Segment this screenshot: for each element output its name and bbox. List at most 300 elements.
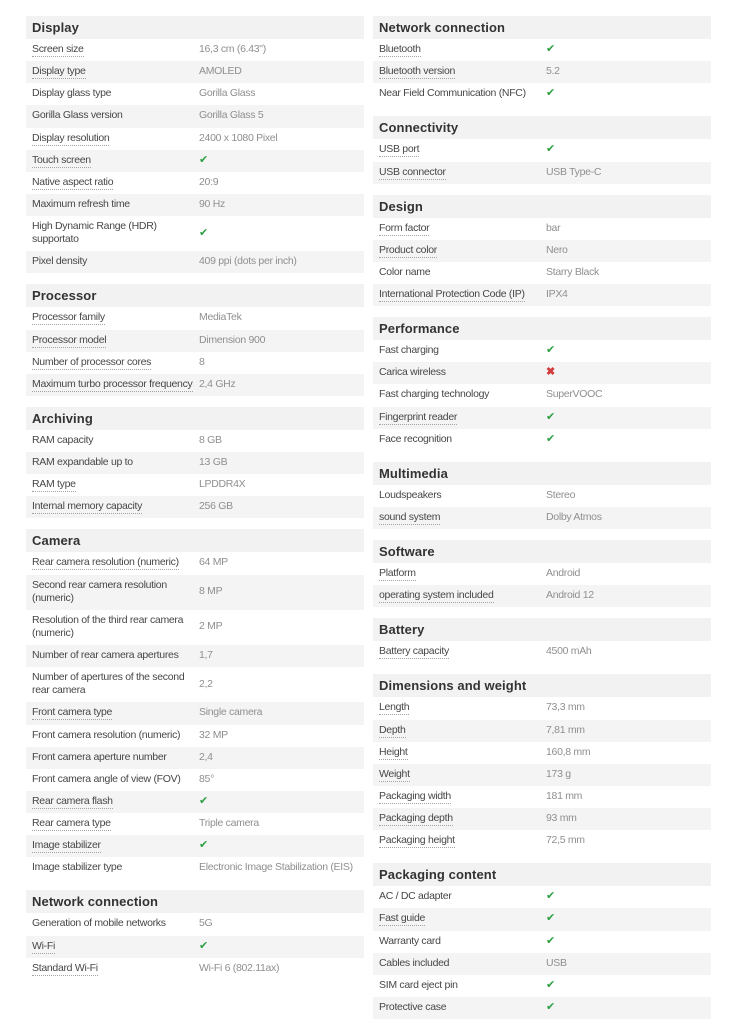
spec-row	[26, 61, 364, 83]
spec-row	[26, 452, 364, 474]
check-icon: ✔	[546, 432, 555, 445]
spec-label-cell	[26, 857, 199, 879]
spec-label-cell	[26, 913, 199, 935]
spec-value-cell	[199, 251, 364, 273]
spec-value-text: 64 MP	[199, 556, 228, 569]
section-title: Battery	[373, 618, 711, 641]
section-title: Packaging content	[373, 863, 711, 886]
check-icon: ✔	[546, 978, 555, 991]
spec-row	[26, 83, 364, 105]
spec-label-cell	[26, 216, 199, 251]
spec-label-tooltip[interactable]: Touch screen	[32, 153, 91, 166]
spec-section	[373, 195, 711, 307]
spec-row	[373, 563, 711, 585]
spec-value-cell	[546, 563, 711, 585]
spec-label-cell	[26, 172, 199, 194]
spec-value-cell	[546, 218, 711, 240]
spec-value-text: 181 mm	[546, 789, 583, 802]
spec-value-cell	[546, 39, 711, 61]
spec-label-cell	[373, 262, 546, 284]
spec-section	[373, 674, 711, 852]
spec-label-cell	[26, 251, 199, 273]
spec-row	[26, 835, 364, 857]
spec-label-tooltip[interactable]: USB connector	[379, 165, 446, 178]
spec-value-text: 2 MP	[199, 620, 223, 633]
spec-label-cell	[26, 39, 199, 61]
spec-value-text: 160,8 mm	[546, 745, 591, 758]
spec-label-tooltip[interactable]: Image stabilizer	[32, 839, 101, 852]
section-title: Network connection	[26, 890, 364, 913]
spec-label-cell	[373, 83, 546, 105]
spec-value-cell	[546, 720, 711, 742]
spec-value-cell	[199, 223, 364, 245]
check-icon: ✔	[199, 226, 208, 239]
check-icon: ✔	[546, 87, 555, 100]
spec-value-cell	[199, 430, 364, 452]
spec-label-cell	[26, 958, 199, 980]
spec-label-tooltip[interactable]: Product color	[379, 243, 437, 256]
spec-value-cell	[199, 813, 364, 835]
section-rows	[26, 552, 364, 879]
spec-label-tooltip[interactable]: Processor family	[32, 311, 105, 324]
spec-label-text: Image stabilizer type	[32, 861, 122, 874]
spec-value-text: Wi-Fi 6 (802.11ax)	[199, 961, 280, 974]
spec-value-text: 16,3 cm (6.43")	[199, 43, 266, 55]
spec-row	[26, 552, 364, 574]
spec-value-cell	[199, 374, 364, 396]
spec-row	[373, 83, 711, 105]
spec-label-cell	[26, 791, 199, 813]
spec-row	[373, 585, 711, 607]
check-icon: ✔	[199, 794, 208, 807]
spec-label-tooltip[interactable]: Packaging width	[379, 789, 451, 802]
spec-value-text: Android 12	[546, 589, 594, 602]
spec-label-tooltip[interactable]: Maximum turbo processor frequency	[32, 377, 193, 390]
spec-label-text: High Dynamic Range (HDR) supportato	[32, 220, 157, 246]
spec-label-tooltip[interactable]: Rear camera type	[32, 817, 111, 829]
spec-value-cell	[199, 725, 364, 747]
spec-label-cell	[26, 813, 199, 835]
spec-label-text: Front camera resolution (numeric)	[32, 728, 181, 741]
section-rows	[26, 913, 364, 979]
spec-row	[373, 808, 711, 830]
spec-value-cell	[546, 340, 711, 362]
cross-icon: ✖	[546, 366, 555, 379]
spec-value-cell	[546, 162, 711, 184]
spec-value-text: Starry Black	[546, 265, 599, 278]
spec-value-cell	[546, 407, 711, 429]
spec-value-cell	[199, 747, 364, 769]
spec-label-text: Front camera aperture number	[32, 750, 167, 763]
spec-value-text: 8 MP	[199, 585, 223, 598]
spec-label-tooltip[interactable]: Screen size	[32, 43, 84, 55]
spec-label-cell	[373, 808, 546, 830]
section-rows	[373, 697, 711, 852]
column-right	[373, 16, 711, 1019]
section-rows	[373, 641, 711, 663]
spec-row	[373, 975, 711, 997]
spec-value-cell	[199, 474, 364, 496]
spec-section	[373, 16, 711, 105]
spec-value-text: MediaTek	[199, 311, 242, 324]
spec-row	[26, 769, 364, 791]
spec-value-cell	[546, 507, 711, 529]
spec-label-cell	[26, 725, 199, 747]
spec-value-cell	[199, 330, 364, 352]
spec-row	[373, 139, 711, 161]
spec-value-text: 409 ppi (dots per inch)	[199, 255, 297, 268]
spec-label-cell	[26, 667, 199, 702]
spec-value-cell	[546, 240, 711, 262]
spec-value-cell	[546, 429, 711, 451]
spec-label-cell	[373, 61, 546, 83]
spec-value-cell	[546, 886, 711, 908]
spec-value-text: USB	[546, 956, 567, 969]
spec-row	[373, 641, 711, 663]
spec-row	[373, 485, 711, 507]
spec-row	[26, 251, 364, 273]
section-rows	[26, 430, 364, 519]
section-rows	[26, 307, 364, 396]
spec-label-tooltip[interactable]: Battery capacity	[379, 645, 449, 658]
section-rows	[373, 218, 711, 307]
spec-label-text: RAM capacity	[32, 433, 94, 446]
check-icon: ✔	[546, 43, 555, 55]
spec-label-cell	[26, 105, 199, 127]
spec-label-cell	[373, 697, 546, 719]
spec-label-tooltip[interactable]: Number of processor cores	[32, 355, 152, 368]
section-rows	[373, 340, 711, 451]
spec-row	[373, 340, 711, 362]
check-icon: ✔	[546, 890, 555, 903]
spec-label-cell	[373, 563, 546, 585]
spec-label-tooltip[interactable]: USB port	[379, 143, 420, 156]
spec-label-cell	[26, 128, 199, 150]
spec-value-text: 1,7	[199, 649, 213, 661]
spec-value-text: 173 g	[546, 767, 571, 780]
spec-row	[26, 747, 364, 769]
spec-value-text: 93 mm	[546, 812, 577, 824]
spec-label-cell	[26, 474, 199, 496]
section-rows	[26, 39, 364, 273]
spec-row	[26, 791, 364, 813]
spec-label-cell	[26, 936, 199, 958]
spec-value-text: 32 MP	[199, 728, 228, 741]
section-title: Connectivity	[373, 116, 711, 139]
spec-label-cell	[373, 720, 546, 742]
spec-section	[26, 284, 364, 396]
spec-label-tooltip[interactable]: Wi-Fi	[32, 939, 55, 952]
spec-value-text: Gorilla Glass 5	[199, 109, 264, 122]
section-title: Software	[373, 540, 711, 563]
spec-row	[373, 39, 711, 61]
spec-label-cell	[373, 139, 546, 161]
spec-value-cell	[199, 835, 364, 857]
spec-row	[373, 764, 711, 786]
check-icon: ✔	[546, 934, 555, 947]
spec-label-cell	[26, 61, 199, 83]
check-icon: ✔	[199, 939, 208, 952]
spec-value-cell	[546, 139, 711, 161]
spec-row	[373, 362, 711, 384]
spec-label-tooltip[interactable]: International Protection Code (IP)	[379, 288, 525, 300]
spec-value-cell	[546, 931, 711, 953]
spec-label-tooltip[interactable]: Fingerprint reader	[379, 410, 458, 423]
spec-row	[373, 720, 711, 742]
spec-value-cell	[546, 83, 711, 105]
spec-value-text: 13 GB	[199, 456, 228, 468]
spec-row	[373, 61, 711, 83]
spec-label-cell	[373, 218, 546, 240]
spec-value-text: 2,4	[199, 750, 213, 763]
spec-label-cell	[373, 585, 546, 607]
spec-label-cell	[373, 39, 546, 61]
column-left	[26, 16, 364, 980]
spec-value-cell	[546, 262, 711, 284]
spec-label-tooltip[interactable]: Processor model	[32, 333, 107, 346]
section-rows	[373, 139, 711, 183]
spec-row	[373, 507, 711, 529]
spec-row	[26, 474, 364, 496]
spec-value-cell	[199, 128, 364, 150]
spec-label-tooltip[interactable]: Length	[379, 701, 410, 714]
spec-label-cell	[26, 552, 199, 574]
spec-label-text: Resolution of the third rear camera (numeric)	[32, 613, 184, 639]
spec-value-text: Single camera	[199, 706, 263, 719]
spec-label-tooltip[interactable]: Platform	[379, 567, 416, 579]
check-icon: ✔	[546, 344, 555, 357]
spec-label-cell	[373, 162, 546, 184]
spec-row	[373, 908, 711, 930]
section-rows	[373, 485, 711, 529]
spec-value-cell	[199, 150, 364, 172]
spec-label-cell	[373, 641, 546, 663]
spec-value-text: USB Type-C	[546, 165, 602, 178]
spec-value-cell	[199, 616, 364, 638]
spec-label-cell	[373, 742, 546, 764]
spec-value-cell	[199, 194, 364, 216]
spec-value-cell	[199, 496, 364, 518]
spec-label-text: Fast charging technology	[379, 388, 490, 401]
spec-row	[26, 936, 364, 958]
section-title: Archiving	[26, 407, 364, 430]
spec-label-cell	[26, 430, 199, 452]
spec-label-tooltip[interactable]: Internal memory capacity	[32, 500, 143, 513]
section-title: Dimensions and weight	[373, 674, 711, 697]
spec-row	[26, 307, 364, 329]
spec-label-cell	[26, 835, 199, 857]
spec-row	[373, 407, 711, 429]
spec-value-text: 8 GB	[199, 433, 222, 446]
spec-label-cell	[373, 975, 546, 997]
spec-value-text: Electronic Image Stabilization (EIS)	[199, 861, 353, 874]
spec-label-tooltip[interactable]: Packaging height	[379, 834, 455, 847]
spec-value-cell	[546, 284, 711, 306]
spec-label-tooltip[interactable]: Height	[379, 745, 408, 758]
spec-value-cell	[199, 552, 364, 574]
spec-row	[26, 39, 364, 61]
spec-value-cell	[199, 83, 364, 105]
spec-label-tooltip[interactable]: operating system included	[379, 589, 494, 602]
spec-value-text: Triple camera	[199, 817, 259, 829]
spec-section	[26, 16, 364, 273]
spec-row	[26, 958, 364, 980]
spec-label-cell	[373, 362, 546, 384]
spec-value-cell	[199, 958, 364, 980]
section-title: Display	[26, 16, 364, 39]
spec-row	[373, 262, 711, 284]
spec-label-tooltip[interactable]: Rear camera resolution (numeric)	[32, 556, 179, 569]
spec-row	[373, 218, 711, 240]
spec-label-text: Fast charging	[379, 344, 439, 357]
spec-value-cell	[199, 352, 364, 374]
spec-label-cell	[373, 284, 546, 306]
spec-label-text: Pixel density	[32, 255, 88, 268]
check-icon: ✔	[546, 912, 555, 925]
spec-value-text: bar	[546, 221, 561, 234]
section-rows	[373, 886, 711, 1019]
spec-label-tooltip[interactable]: Rear camera flash	[32, 794, 113, 807]
spec-label-text: AC / DC adapter	[379, 890, 452, 903]
spec-row	[373, 162, 711, 184]
spec-row	[26, 172, 364, 194]
spec-value-cell	[546, 641, 711, 663]
spec-label-cell	[26, 83, 199, 105]
spec-section	[373, 116, 711, 183]
spec-label-cell	[26, 452, 199, 474]
spec-value-cell	[546, 975, 711, 997]
spec-row	[373, 240, 711, 262]
spec-row	[373, 384, 711, 406]
spec-row	[26, 374, 364, 396]
spec-value-cell	[199, 674, 364, 696]
spec-section	[373, 317, 711, 451]
spec-label-cell	[26, 330, 199, 352]
spec-row	[26, 702, 364, 724]
check-icon: ✔	[546, 143, 555, 156]
spec-label-cell	[373, 830, 546, 852]
spec-value-cell	[546, 830, 711, 852]
spec-label-cell	[373, 953, 546, 975]
spec-value-text: 85°	[199, 772, 214, 785]
spec-value-cell	[199, 857, 364, 879]
spec-row	[373, 830, 711, 852]
spec-value-text: Dimension 900	[199, 333, 266, 346]
spec-label-text: Display glass type	[32, 87, 112, 100]
spec-value-cell	[199, 791, 364, 813]
spec-value-text: 2,4 GHz	[199, 377, 236, 390]
spec-label-tooltip[interactable]: Depth	[379, 723, 406, 736]
spec-label-cell	[373, 931, 546, 953]
spec-value-cell	[546, 697, 711, 719]
spec-label-cell	[373, 485, 546, 507]
spec-section	[26, 529, 364, 879]
spec-value-cell	[546, 61, 711, 83]
spec-label-tooltip[interactable]: Bluetooth version	[379, 65, 456, 78]
spec-value-cell	[546, 908, 711, 930]
spec-label-cell	[373, 384, 546, 406]
spec-label-tooltip[interactable]: Standard Wi-Fi	[32, 961, 98, 974]
spec-value-text: Nero	[546, 243, 568, 256]
spec-value-text: 90 Hz	[199, 197, 225, 210]
spec-label-cell	[373, 240, 546, 262]
spec-label-tooltip[interactable]: Bluetooth	[379, 43, 421, 55]
spec-section	[373, 863, 711, 1019]
spec-value-cell	[546, 362, 711, 384]
spec-label-tooltip[interactable]: Display type	[32, 65, 86, 78]
spec-row	[26, 575, 364, 610]
spec-label-text: Near Field Communication (NFC)	[379, 87, 526, 100]
spec-label-text: Warranty card	[379, 934, 441, 947]
spec-label-tooltip[interactable]: Native aspect ratio	[32, 175, 114, 188]
spec-label-tooltip[interactable]: Packaging depth	[379, 812, 453, 824]
spec-value-text: 5G	[199, 917, 213, 930]
spec-label-tooltip[interactable]: Display resolution	[32, 131, 110, 144]
spec-row	[373, 953, 711, 975]
section-rows	[373, 563, 711, 607]
spec-label-cell	[373, 507, 546, 529]
spec-row	[26, 857, 364, 879]
spec-value-text: 2400 x 1080 Pixel	[199, 131, 278, 144]
spec-label-tooltip[interactable]: Front camera type	[32, 706, 113, 719]
spec-section	[26, 890, 364, 979]
spec-row	[26, 913, 364, 935]
spec-label-text: Number of rear camera apertures	[32, 649, 179, 661]
spec-value-text: LPDDR4X	[199, 478, 246, 491]
spec-label-tooltip[interactable]: Form factor	[379, 221, 430, 234]
spec-value-text: IPX4	[546, 288, 568, 300]
spec-value-text: Android	[546, 567, 581, 579]
spec-value-cell	[546, 485, 711, 507]
spec-row	[26, 430, 364, 452]
spec-value-cell	[199, 936, 364, 958]
spec-section	[26, 407, 364, 519]
spec-label-cell	[26, 645, 199, 667]
spec-value-cell	[199, 645, 364, 667]
spec-label-text: Second rear camera resolution (numeric)	[32, 578, 167, 604]
spec-label-cell	[26, 610, 199, 645]
spec-row	[373, 931, 711, 953]
spec-value-cell	[199, 39, 364, 61]
spec-value-text: 256 GB	[199, 500, 233, 513]
spec-label-text: Front camera angle of view (FOV)	[32, 772, 181, 785]
spec-row	[26, 216, 364, 251]
spec-value-text: 72,5 mm	[546, 834, 585, 847]
spec-value-text: 5.2	[546, 65, 560, 78]
spec-label-tooltip[interactable]: Weight	[379, 767, 410, 780]
spec-label-tooltip[interactable]: RAM type	[32, 478, 76, 491]
spec-value-cell	[199, 61, 364, 83]
spec-value-cell	[546, 808, 711, 830]
spec-label-text: Gorilla Glass version	[32, 109, 123, 122]
spec-value-text: 2,2	[199, 677, 213, 690]
spec-row	[26, 352, 364, 374]
spec-label-tooltip[interactable]: sound system	[379, 510, 441, 523]
spec-label-cell	[26, 352, 199, 374]
spec-row	[26, 645, 364, 667]
spec-label-tooltip[interactable]: Fast guide	[379, 912, 426, 925]
spec-value-cell	[199, 913, 364, 935]
spec-row	[26, 105, 364, 127]
section-title: Performance	[373, 317, 711, 340]
spec-label-cell	[373, 340, 546, 362]
spec-section	[373, 618, 711, 663]
section-title: Network connection	[373, 16, 711, 39]
spec-row	[26, 725, 364, 747]
spec-label-cell	[26, 150, 199, 172]
spec-row	[26, 330, 364, 352]
spec-section	[373, 462, 711, 529]
